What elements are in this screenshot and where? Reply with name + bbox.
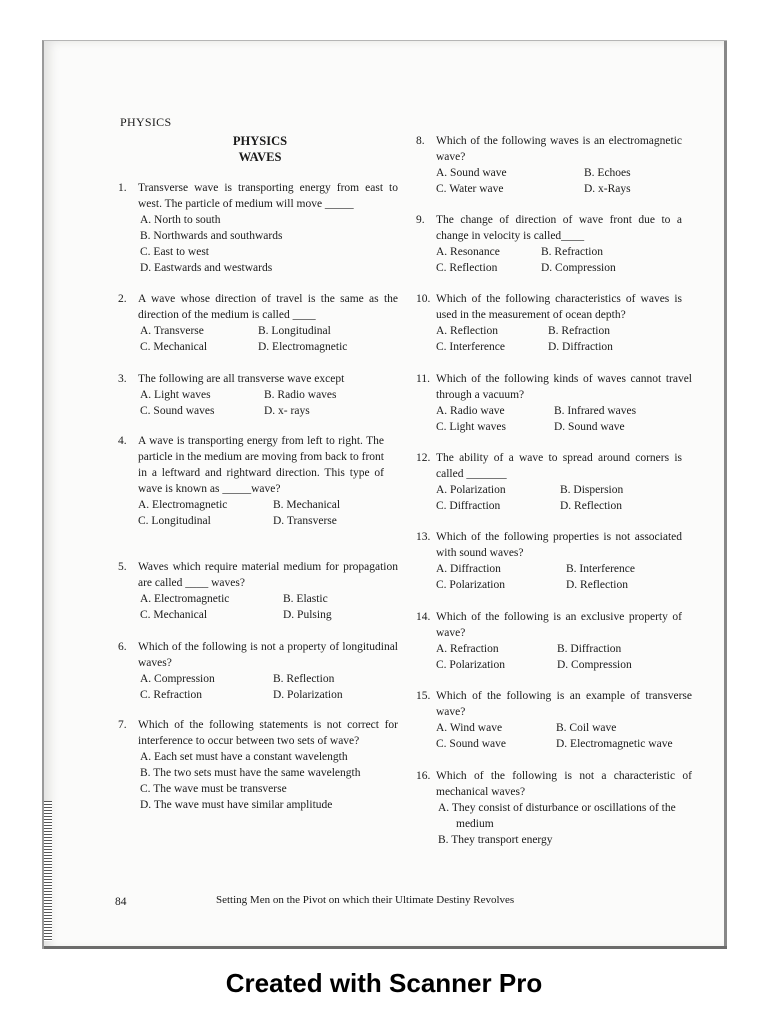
question-stem: Which of the following is not a characteristic of mechanical waves? [436,770,692,798]
question-14 [416,609,682,673]
option-c: C. Mechanical [140,341,208,353]
question-number: 8. [416,135,425,147]
option-d: D. Electromagnetic [258,341,348,353]
option-a: A. Sound wave [436,167,507,179]
option-b: B. Northwards and southwards [140,230,283,242]
option-b: B. Coil wave [556,722,617,734]
scanner-watermark: Created with Scanner Pro [225,968,543,998]
question-number: 12. [416,452,431,464]
question-number: 1. [118,182,127,194]
option-d: D. Transverse [273,515,337,527]
option-c: C. East to west [140,246,209,258]
option-a: A. Reflection [436,325,498,337]
question-9 [416,212,682,276]
question-stem: Which of the following waves is an electromagnetic wave? [436,135,682,163]
question-number: 16. [416,770,431,782]
question-6 [118,639,398,703]
question-stem: Which of the following characteristics of waves is used in the measurement of ocean depth? [436,293,682,321]
option-d: D. Reflection [560,500,622,512]
page-title: PHYSICS [232,134,288,148]
question-stem: Which of the following is an exclusive property of wave? [436,611,682,639]
page-edge-bottom [44,946,727,949]
footer-motto: Setting Men on the Pivot on which their Ultimate Destiny Revolves [216,894,515,906]
question-11 [416,371,692,435]
question-stem: Which of the following is not a property of longitudinal waves? [138,641,398,669]
option-b: B. Dispersion [560,484,624,496]
page-number: 84 [115,896,127,908]
question-number: 3. [118,373,127,385]
option-b: B. Mechanical [273,499,341,511]
option-c: C. Reflection [436,262,498,274]
option-c: C. Sound waves [140,405,215,417]
option-b: B. Elastic [283,593,328,605]
page-edge-right [724,41,727,949]
question-15 [416,688,692,752]
option-d: D. Diffraction [548,341,613,353]
question-number: 14. [416,611,431,623]
option-c: C. Light waves [436,421,506,433]
question-stem: Which of the following statements is not correct for interference to occur between two sets of wave? [138,719,398,747]
option-c: C. Water wave [436,183,504,195]
option-a: A. Electromagnetic [138,499,228,511]
question-number: 9. [416,214,425,226]
question-13 [416,529,682,593]
option-d: D. Polarization [273,689,343,701]
option-a: A. Wind wave [436,722,503,734]
option-a: A. Each set must have a constant wavelength [140,751,348,763]
binding-edge [44,801,52,941]
question-number: 2. [118,293,127,305]
question-3 [118,371,398,419]
question-number: 15. [416,690,431,702]
question-stem: A wave whose direction of travel is the same as the direction of the medium is called ____ [138,293,398,321]
question-stem: The following are all transverse wave except [138,373,345,385]
question-stem: Which of the following properties is not associated with sound waves? [436,531,682,559]
option-c: C. Polarization [436,579,505,591]
option-b: B. They transport energy [438,834,553,846]
question-4 [118,433,384,529]
option-c: C. Polarization [436,659,505,671]
question-8 [416,133,682,197]
option-a: A. Radio wave [436,405,505,417]
option-a: A. They consist of disturbance or oscillations of the medium [438,802,676,830]
question-12 [416,450,682,514]
question-stem: The ability of a wave to spread around corners is called _______ [436,452,682,480]
option-b: B. Infrared waves [554,405,637,417]
option-d: D. Reflection [566,579,628,591]
question-number: 7. [118,719,127,731]
option-d: D. Pulsing [283,609,332,621]
question-1 [118,180,398,276]
option-b: B. Echoes [584,167,631,179]
option-d: D. Sound wave [554,421,625,433]
option-c: C. The wave must be transverse [140,783,287,795]
option-d: D. Compression [557,659,632,671]
option-a: A. Diffraction [436,563,501,575]
question-10 [416,291,682,355]
option-c: C. Diffraction [436,500,501,512]
option-a: A. Electromagnetic [140,593,230,605]
option-b: B. Radio waves [264,389,337,401]
option-b: B. Diffraction [557,643,622,655]
option-d: D. x-Rays [584,183,631,195]
option-d: D. Compression [541,262,616,274]
question-number: 11. [416,373,430,385]
option-c: C. Mechanical [140,609,208,621]
option-c: C. Longitudinal [138,515,211,527]
option-a: A. Polarization [436,484,506,496]
option-a: A. Refraction [436,643,499,655]
question-number: 4. [118,435,127,447]
option-a: A. Transverse [140,325,204,337]
option-a: A. Compression [140,673,215,685]
question-number: 6. [118,641,127,653]
question-number: 10. [416,293,431,305]
option-d: D. Eastwards and westwards [140,262,273,274]
question-stem: Which of the following is an example of transverse wave? [436,690,692,718]
running-head: PHYSICS [120,115,172,129]
question-7 [118,717,398,813]
question-number: 13. [416,531,431,543]
question-stem: Waves which require material medium for propagation are called ____ waves? [138,561,398,589]
option-b: B. Refraction [541,246,603,258]
question-stem: The change of direction of wave front due to a change in velocity is called____ [436,214,682,242]
option-a: A. Light waves [140,389,211,401]
page-subtitle: WAVES [238,150,282,164]
option-d: D. x- rays [264,405,310,417]
option-b: B. Reflection [273,673,335,685]
question-2 [118,291,398,355]
option-b: B. Interference [566,563,635,575]
option-a: A. Resonance [436,246,500,258]
question-stem: A wave is transporting energy from left to right. The particle in the medium are moving from back to front in a leftward and rightward direction. This type of wave is known as _____wave? [138,435,384,495]
question-stem: Which of the following kinds of waves cannot travel through a vacuum? [436,373,692,401]
option-b: B. The two sets must have the same wavelength [140,767,361,779]
question-5 [118,559,398,623]
option-d: D. Electromagnetic wave [556,738,673,750]
question-stem: Transverse wave is transporting energy from east to west. The particle of medium will move _____ [138,182,398,210]
question-number: 5. [118,561,127,573]
option-c: C. Refraction [140,689,202,701]
option-a: A. North to south [140,214,221,226]
option-c: C. Sound wave [436,738,506,750]
option-b: B. Refraction [548,325,610,337]
option-c: C. Interference [436,341,505,353]
question-16 [416,768,692,848]
option-b: B. Longitudinal [258,325,331,337]
option-d: D. The wave must have similar amplitude [140,799,333,811]
